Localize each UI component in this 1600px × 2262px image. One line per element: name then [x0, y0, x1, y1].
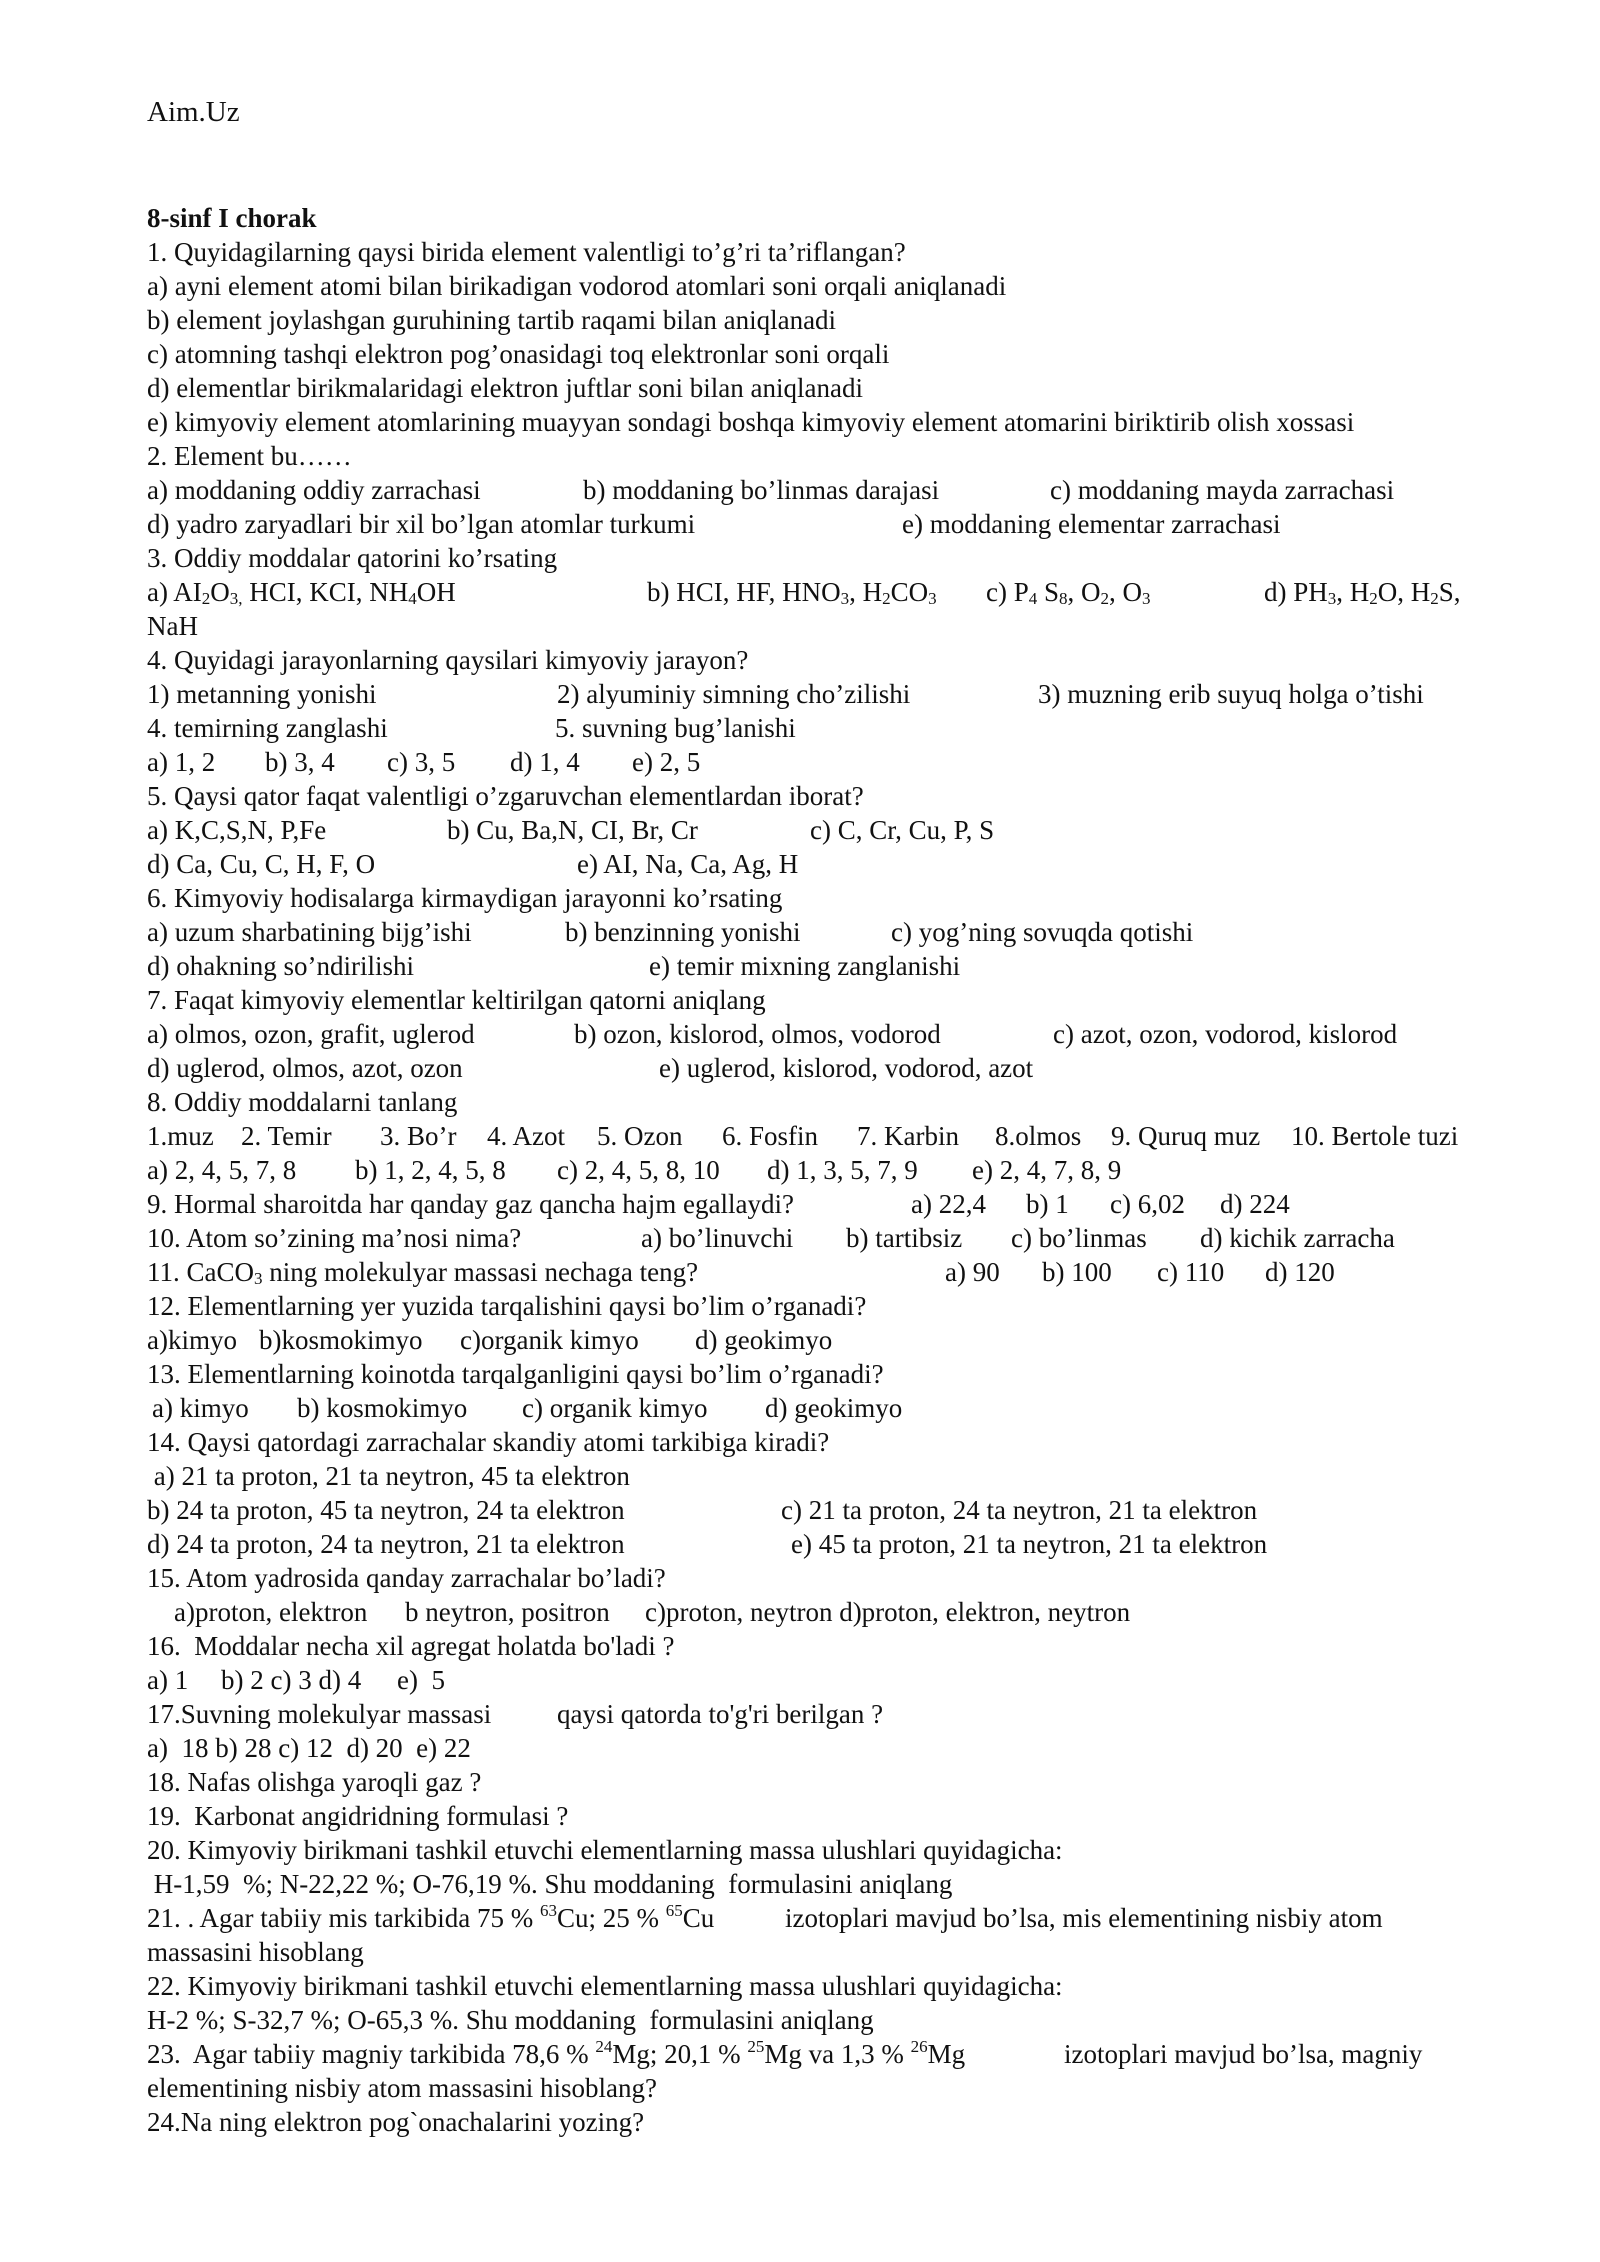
q8-option-d: d) 1, 3, 5, 7, 9 — [767, 1155, 918, 1185]
q14-options-row2 — [147, 1493, 1487, 1527]
q5-option-a: a) K,C,S,N, P,Fe — [147, 815, 327, 845]
q8-item-9: 9. Quruq muz — [1111, 1121, 1261, 1151]
question-22: 22. Kimyoviy birikmani tashkil etuvchi elementlarning massa ulushlari quyidagicha: — [147, 1971, 1063, 2001]
q3-option-d: d) $PH_3$, $H_2O$, $H_2S$, — [1264, 577, 1461, 608]
question-3: 3. Oddiy moddalar qatorini ko’rsating — [147, 543, 558, 573]
q2-option-d: d) yadro zaryadlari bir xil bo’lgan atomlar turkumi — [147, 509, 696, 539]
q8-item-7: 7. Karbin — [857, 1121, 959, 1151]
q8-items — [147, 1119, 1487, 1153]
q21-text-line2: massasini hisoblang — [147, 1937, 364, 1967]
q9-option-d: d) 224 — [1220, 1189, 1290, 1219]
q12-option-c: c)organik kimyo — [460, 1325, 639, 1355]
site-header: Aim.Uz — [147, 96, 240, 128]
q15-options — [147, 1595, 1487, 1629]
q23-text-line2: elementining nisbiy atom massasini hisoblang? — [147, 2073, 657, 2103]
q16-option-e: e) 5 — [397, 1665, 445, 1695]
q1-option-d: d) elementlar birikmalaridagi elektron juftlar soni bilan aniqlanadi — [147, 373, 864, 403]
question-13: 13. Elementlarning koinotda tarqalganligini qaysi bo’lim o’rganadi? — [147, 1359, 884, 1389]
q11-option-a: a) 90 — [945, 1257, 1000, 1287]
q13-options — [147, 1391, 1487, 1425]
q3-option-d-continued: NaH — [147, 611, 198, 641]
q9-option-b: b) 1 — [1026, 1189, 1069, 1219]
q7-option-e: e) uglerod, kislorod, vodorod, azot — [659, 1053, 1034, 1083]
document-body — [147, 201, 1487, 2139]
q9-option-a: a) 22,4 — [911, 1189, 986, 1219]
question-4: 4. Quyidagi jarayonlarning qaysilari kimyoviy jarayon? — [147, 645, 749, 675]
q4-item-1: 1) metanning yonishi — [147, 679, 377, 709]
q14-option-d: d) 24 ta proton, 24 ta neytron, 21 ta elektron — [147, 1529, 625, 1559]
question-24: 24.Na ning elektron pog`onachalarini yozing? — [147, 2107, 645, 2137]
q17-text-part1: 17.Suvning molekulyar massasi — [147, 1699, 492, 1729]
q4-item-4: 4. temirning zanglashi — [147, 713, 388, 743]
q12-option-b: b)kosmokimyo — [259, 1325, 423, 1355]
question-1: 1. Quyidagilarning qaysi birida element valentligi to’g’ri ta’riflangan? — [147, 237, 906, 267]
q1-option-e: e) kimyoviy element atomlarining muayyan sondagi boshqa kimyoviy element atomarini biriktirib olish xossasi — [147, 407, 1355, 437]
question-20: 20. Kimyoviy birikmani tashkil etuvchi elementlarning massa ulushlari quyidagicha: — [147, 1835, 1063, 1865]
q4-option-d: d) 1, 4 — [510, 747, 580, 777]
q15-option-b: b neytron, positron — [405, 1597, 610, 1627]
q6-option-c: c) yog’ning sovuqda qotishi — [891, 917, 1194, 947]
q21-text: 21. . Agar tabiiy mis tarkibida 75 % $^{63}$Cu; 25 % $^{65}$Cu — [147, 1901, 715, 1933]
q2-option-a: a) moddaning oddiy zarrachasi — [147, 475, 481, 505]
q7-options-row1 — [147, 1017, 1487, 1051]
q10-text: 10. Atom so’zining ma’nosi nima? — [147, 1223, 522, 1253]
q15-option-c-d: c)proton, neytron d)proton, elektron, neytron — [645, 1597, 1131, 1627]
q16-options — [147, 1663, 1487, 1697]
q8-option-a: a) 2, 4, 5, 7, 8 — [147, 1155, 297, 1185]
q8-item-10: 10. Bertole tuzi — [1291, 1121, 1459, 1151]
q1-option-a: a) ayni element atomi bilan birikadigan vodorod atomlari soni orqali aniqlanadi — [147, 271, 1007, 301]
q2-option-b: b) moddaning bo’linmas darajasi — [583, 475, 940, 505]
q8-option-c: c) 2, 4, 5, 8, 10 — [557, 1155, 720, 1185]
q16-option-b-d: b) 2 c) 3 d) 4 — [221, 1665, 362, 1695]
question-12: 12. Elementlarning yer yuzida tarqalishini qaysi bo’lim o’rganadi? — [147, 1291, 867, 1321]
question-14: 14. Qaysi qatordagi zarrachalar skandiy atomi tarkibiga kiradi? — [147, 1427, 830, 1457]
q8-option-e: e) 2, 4, 7, 8, 9 — [972, 1155, 1122, 1185]
q7-option-b: b) ozon, kislorod, olmos, vodorod — [574, 1019, 941, 1049]
q6-option-e: e) temir mixning zanglanishi — [649, 951, 961, 981]
q11-option-c: c) 110 — [1157, 1257, 1225, 1287]
q3-option-c: c) $P_4$ $S_8$, $O_2$, $O_3$ — [986, 577, 1151, 608]
q13-option-c: c) organik kimyo — [522, 1393, 708, 1423]
q14-options-row3 — [147, 1527, 1487, 1561]
q6-option-d: d) ohakning so’ndirilishi — [147, 951, 414, 981]
q4-options — [147, 745, 1487, 779]
q8-item-4: 4. Azot — [487, 1121, 565, 1151]
q7-options-row2 — [147, 1051, 1487, 1085]
q4-option-b: b) 3, 4 — [265, 747, 335, 777]
q10-option-c: c) bo’linmas — [1011, 1223, 1147, 1253]
q12-options — [147, 1323, 1487, 1357]
q3-options-row — [147, 575, 1487, 609]
q7-option-d: d) uglerod, olmos, azot, ozon — [147, 1053, 463, 1083]
q8-item-6: 6. Fosfin — [722, 1121, 819, 1151]
q17-options: a) 18 b) 28 c) 12 d) 20 e) 22 — [147, 1733, 471, 1763]
question-21 — [147, 1901, 1487, 1935]
q11-option-b: b) 100 — [1042, 1257, 1112, 1287]
q13-option-b: b) kosmokimyo — [297, 1393, 468, 1423]
question-17 — [147, 1697, 1487, 1731]
q4-option-a: a) 1, 2 — [147, 747, 216, 777]
q22-data: H-2 %; S-32,7 %; O-65,3 %. Shu moddaning formulasini aniqlang — [147, 2005, 874, 2035]
q6-option-a: a) uzum sharbatining bijg’ishi — [147, 917, 472, 947]
q4-option-c: c) 3, 5 — [387, 747, 456, 777]
question-23 — [147, 2037, 1487, 2071]
question-7: 7. Faqat kimyoviy elementlar keltirilgan qatorni aniqlang — [147, 985, 766, 1015]
q2-options-row2 — [147, 507, 1487, 541]
q7-option-a: a) olmos, ozon, grafit, uglerod — [147, 1019, 475, 1049]
question-2: 2. Element bu…… — [147, 441, 352, 471]
q4-item-5: 5. suvning bug’lanishi — [555, 713, 796, 743]
q14-option-b: b) 24 ta proton, 45 ta neytron, 24 ta elektron — [147, 1495, 625, 1525]
q8-option-b: b) 1, 2, 4, 5, 8 — [355, 1155, 506, 1185]
q9-text: 9. Hormal sharoitda har qanday gaz qancha hajm egallaydi? — [147, 1189, 794, 1219]
q21-text-continued: izotoplari mavjud bo’lsa, mis elementining nisbiy atom — [785, 1903, 1383, 1933]
q8-item-8: 8.olmos — [995, 1121, 1082, 1151]
q14-option-e: e) 45 ta proton, 21 ta neytron, 21 ta elektron — [791, 1529, 1268, 1559]
q12-option-d: d) geokimyo — [695, 1325, 833, 1355]
q5-option-d: d) Ca, Cu, C, H, F, O — [147, 849, 376, 879]
q16-option-a: a) 1 — [147, 1665, 189, 1695]
question-15: 15. Atom yadrosida qanday zarrachalar bo’ladi? — [147, 1563, 666, 1593]
q13-option-a: a) kimyo — [152, 1393, 249, 1423]
question-11 — [147, 1255, 1487, 1289]
q8-item-2: 2. Temir — [241, 1121, 332, 1151]
q14-option-c: c) 21 ta proton, 24 ta neytron, 21 ta elektron — [781, 1495, 1258, 1525]
q6-options-row1 — [147, 915, 1487, 949]
q3-option-a: a) $AI_2O_{3,}$ HCI, KCI, $NH_4OH$ — [147, 577, 456, 608]
q11-text: 11. CaCO$_3$ ning molekulyar massasi nechaga teng? — [147, 1257, 699, 1288]
q17-text-part2: qaysi qatorda to'g'ri berilgan ? — [557, 1699, 884, 1729]
q10-option-b: b) tartibsiz — [846, 1223, 963, 1253]
q8-item-1: 1.muz — [147, 1121, 214, 1151]
q4-item-2: 2) alyuminiy simning cho’zilishi — [557, 679, 911, 709]
question-16: 16. Moddalar necha xil agregat holatda bo'ladi ? — [147, 1631, 675, 1661]
q8-options — [147, 1153, 1487, 1187]
q5-option-b: b) Cu, Ba,N, CI, Br, Cr — [447, 815, 698, 845]
q10-option-d: d) kichik zarracha — [1200, 1223, 1395, 1253]
question-6: 6. Kimyoviy hodisalarga kirmaydigan jarayonni ko’rsating — [147, 883, 783, 913]
q7-option-c: c) azot, ozon, vodorod, kislorod — [1053, 1019, 1398, 1049]
question-19: 19. Karbonat angidridning formulasi ? — [147, 1801, 569, 1831]
q1-option-c: c) atomning tashqi elektron pog’onasidagi toq elektronlar soni orqali — [147, 339, 890, 369]
q6-options-row2 — [147, 949, 1487, 983]
q20-data: H-1,59 %; N-22,22 %; O-76,19 %. Shu moddaning formulasini aniqlang — [147, 1869, 953, 1899]
q5-options-row1 — [147, 813, 1487, 847]
q8-item-3: 3. Bo’r — [380, 1121, 457, 1151]
q13-option-d: d) geokimyo — [765, 1393, 903, 1423]
q11-option-d: d) 120 — [1265, 1257, 1335, 1287]
q2-options-row1 — [147, 473, 1487, 507]
q5-option-e: e) AI, Na, Ca, Ag, H — [577, 849, 799, 879]
question-9 — [147, 1187, 1487, 1221]
q4-items-row1 — [147, 677, 1487, 711]
q9-option-c: c) 6,02 — [1110, 1189, 1185, 1219]
q1-option-b: b) element joylashgan guruhining tartib raqami bilan aniqlanadi — [147, 305, 837, 335]
q3-option-b: b) HCI, HF, $HNO_3$, $H_2CO_3$ — [647, 577, 937, 608]
q23-text-continued: izotoplari mavjud bo’lsa, magniy — [1064, 2039, 1423, 2069]
section-title: 8-sinf I chorak — [147, 203, 317, 233]
question-10 — [147, 1221, 1487, 1255]
q14-option-a: a) 21 ta proton, 21 ta neytron, 45 ta elektron — [147, 1461, 630, 1491]
q5-options-row2 — [147, 847, 1487, 881]
q4-item-3: 3) muzning erib suyuq holga o’tishi — [1038, 679, 1424, 709]
q6-option-b: b) benzinning yonishi — [565, 917, 801, 947]
q5-option-c: c) C, Cr, Cu, P, S — [810, 815, 995, 845]
question-8: 8. Oddiy moddalarni tanlang — [147, 1087, 458, 1117]
q10-option-a: a) bo’linuvchi — [641, 1223, 794, 1253]
question-5: 5. Qaysi qator faqat valentligi o’zgaruvchan elementlardan iborat? — [147, 781, 864, 811]
q8-item-5: 5. Ozon — [597, 1121, 683, 1151]
q12-option-a: a)kimyo — [147, 1325, 237, 1355]
q2-option-e: e) moddaning elementar zarrachasi — [902, 509, 1281, 539]
q2-option-c: c) moddaning mayda zarrachasi — [1050, 475, 1395, 505]
q4-option-e: e) 2, 5 — [632, 747, 701, 777]
question-18: 18. Nafas olishga yaroqli gaz ? — [147, 1767, 482, 1797]
q23-text: 23. Agar tabiiy magniy tarkibida 78,6 % $^{24}$Mg; 20,1 % $^{25}$Mg va 1,3 % $^{26}$Mg — [147, 2037, 966, 2069]
q15-option-a: a)proton, elektron — [174, 1597, 368, 1627]
q4-items-row2 — [147, 711, 1487, 745]
